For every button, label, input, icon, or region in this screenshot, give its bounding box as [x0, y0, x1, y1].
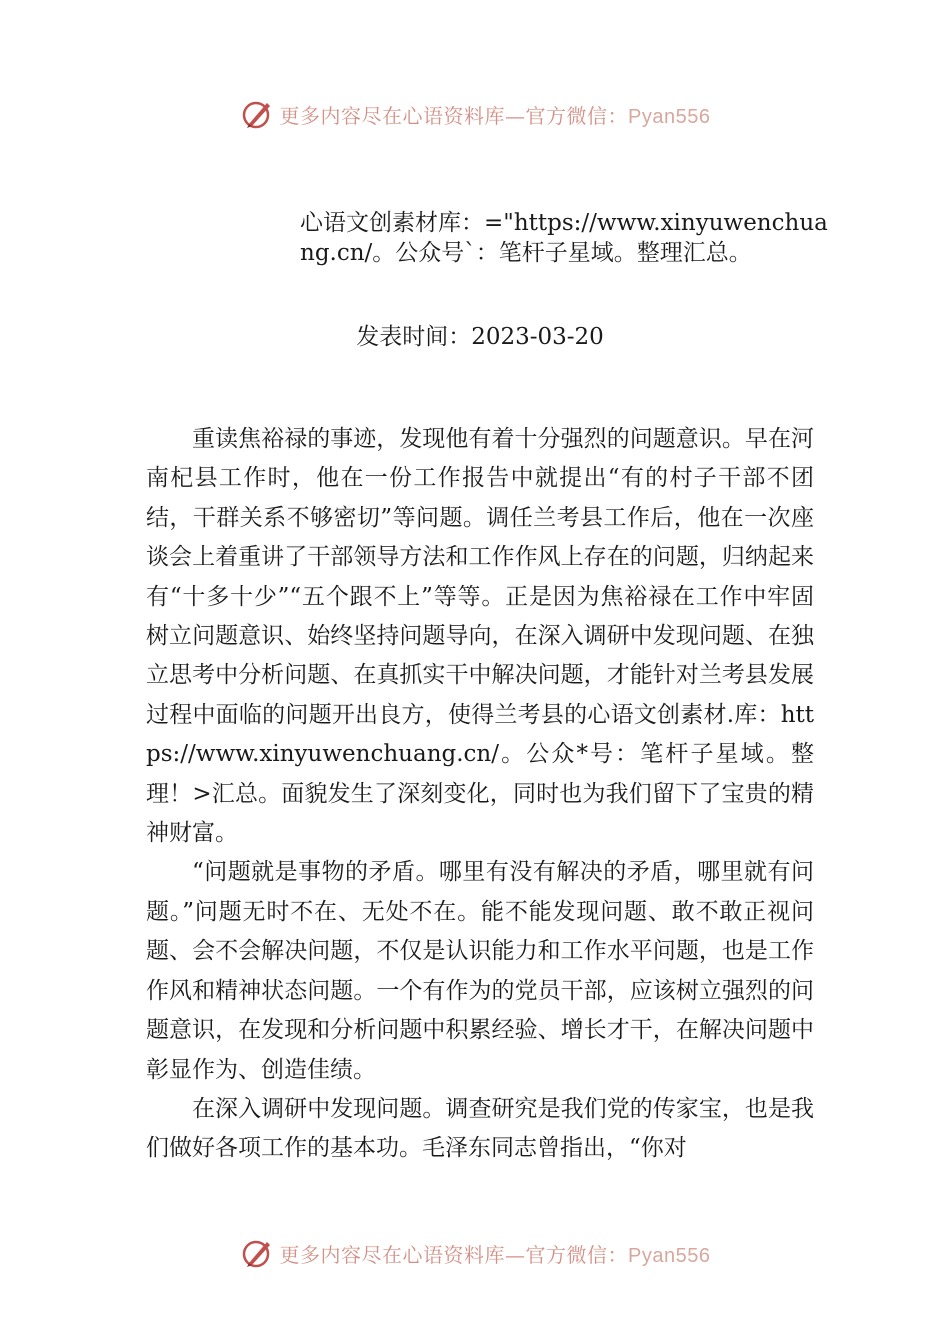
- pen-logo-icon: [240, 1236, 274, 1270]
- publish-date: 发表时间：2023-03-20: [356, 324, 604, 350]
- header-watermark-banner: [0, 94, 950, 134]
- pen-logo-icon: [240, 97, 274, 131]
- paragraph: 重读焦裕禄的事迹，发现他有着十分强烈的问题意识。早在河南杞县工作时，他在一份工作报告中就提出“有的村子干部不团结，干群关系不够密切”等问题。调任兰考县工作后，他在一次座谈会上着重讲了干部领导方法和工作作风上存在的问题，归纳起来有“十多十少”“五个跟不上”等等。正是因为焦裕禄在工作中牢固树立问题意识、始终坚持问题导向，在深入调研中发现问题、在独立思考中分析问题、在真抓实干中解决问题，才能针对兰考县发展过程中面临的问题开出良方，使得兰考县的心语文创素材.库：https://www.xinyuwenchuang.cn/。公众*号：笔杆子星域。整理！>汇总。面貌发生了深刻变化，同时也为我们留下了宝贵的精神财富。: [146, 426, 814, 847]
- paragraph: “问题就是事物的矛盾。哪里有没有解决的矛盾，哪里就有问题。”问题无时不在、无处不在。能不能发现问题、敢不敢正视问题、会不会解决问题，不仅是认识能力和工作水平问题，也是工作作风和精神状态问题。一个有作为的党员干部，应该树立强烈的问题意识，在发现和分析问题中积累经验、增长才干，在解决问题中彰显作为、创造佳绩。: [146, 859, 814, 1083]
- article-body: [146, 420, 814, 1169]
- banner-wechat-id: Pyan556: [628, 1244, 711, 1267]
- banner-wechat-id: Pyan556: [628, 105, 711, 128]
- banner-text: 更多内容尽在心语资料库—官方微信：: [279, 103, 629, 128]
- banner-text: 更多内容尽在心语资料库—官方微信：: [279, 1242, 629, 1267]
- source-line: 心语文创素材库：="https://www.xinyuwenchuang.cn/。公众号`：笔杆子星域。整理汇总。: [300, 210, 828, 266]
- paragraph: 在深入调研中发现问题。调查研究是我们党的传家宝，也是我们做好各项工作的基本功。毛泽东同志曾指出，“你对: [146, 1095, 814, 1162]
- footer-watermark-banner: [0, 1233, 950, 1273]
